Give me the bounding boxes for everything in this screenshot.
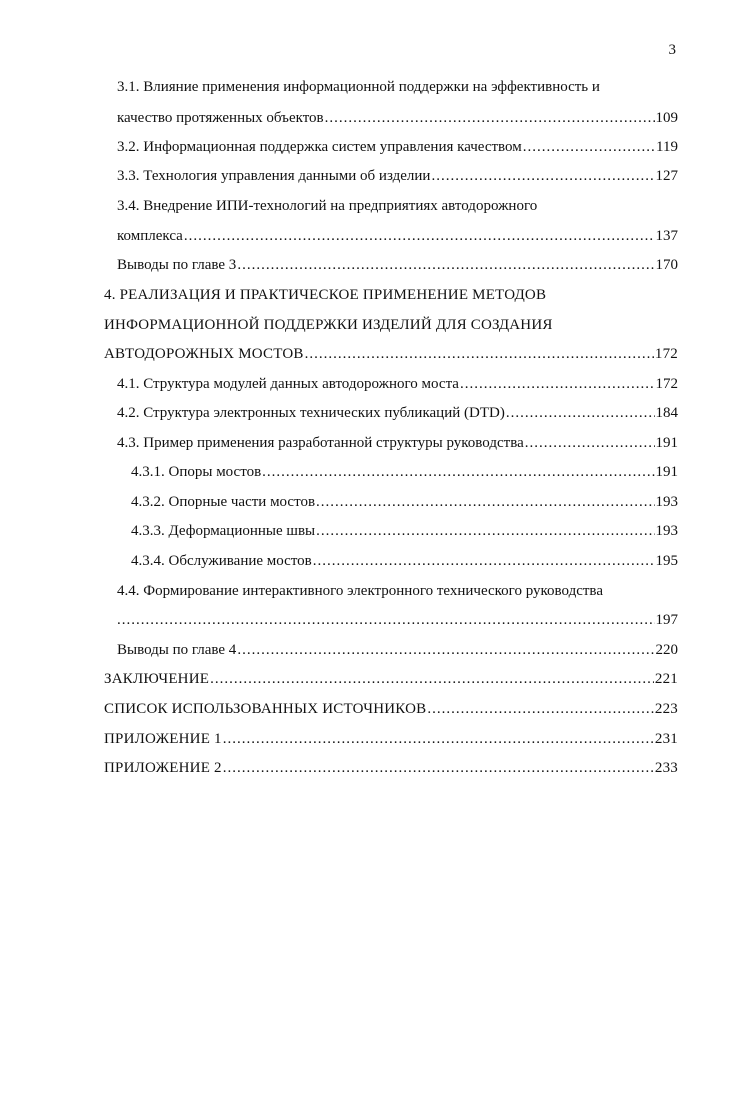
toc-page-number: 197 (655, 612, 678, 628)
toc-entry-chapter3-conclusions (117, 250, 678, 280)
dot-leader (237, 250, 654, 280)
toc-entry-4-3-4 (131, 546, 678, 576)
toc-entry-text: 4.3.4. Обслуживание мостов (131, 553, 312, 569)
toc-page-number: 172 (655, 376, 678, 392)
toc-line (0, 250, 733, 280)
toc-entry-text: 4.3.1. Опоры мостов (131, 464, 262, 480)
toc-page-number: 193 (655, 494, 678, 510)
toc-entry-4-3-3 (131, 516, 678, 546)
toc-entry-4-1 (117, 369, 678, 399)
toc-line (0, 398, 733, 428)
toc-entry-text: ПРИЛОЖЕНИЕ 1 (104, 731, 222, 747)
dot-leader (117, 605, 655, 635)
toc-entry-4-3-1 (131, 457, 678, 487)
toc-entry-text: комплекса (117, 228, 183, 244)
toc-line (0, 161, 733, 191)
toc-entry-3-2 (117, 132, 678, 162)
dot-leader (210, 664, 654, 694)
toc-line (0, 221, 733, 251)
toc-entry-chapter-4 (104, 339, 678, 369)
toc-line (0, 339, 733, 369)
toc-line (0, 576, 733, 606)
toc-line (0, 487, 733, 517)
toc-entry-4-3-2 (131, 487, 678, 517)
toc-page-number: 220 (655, 642, 678, 658)
toc-line (0, 369, 733, 399)
toc-page-number: 172 (654, 346, 678, 362)
dot-leader (237, 635, 654, 665)
dot-leader (223, 753, 654, 783)
toc-entry-text: качество протяженных объектов (117, 110, 324, 126)
toc-page-number: 231 (654, 731, 678, 747)
toc-line (0, 457, 733, 487)
toc-entry-text: 3.3. Технология управления данными об изделии (117, 168, 431, 184)
dot-leader (325, 103, 655, 133)
toc-entry-chapter4-conclusions (117, 635, 678, 665)
dot-leader (223, 724, 654, 754)
toc-line (0, 191, 733, 221)
toc-page-number: 119 (656, 139, 678, 155)
toc-line (0, 310, 733, 340)
toc-entry-text: 3.4. Внедрение ИПИ-технологий на предприятиях автодорожного (117, 198, 538, 214)
toc-page-number: 223 (654, 701, 678, 717)
toc-entry-text: Выводы по главе 3 (117, 257, 237, 273)
toc-page-number: 170 (655, 257, 678, 273)
dot-leader (431, 161, 654, 191)
dot-leader (460, 369, 655, 399)
dot-leader (184, 221, 655, 251)
toc-entry-text: ЗАКЛЮЧЕНИЕ (104, 671, 210, 687)
toc-entry-text: АВТОДОРОЖНЫХ МОСТОВ (104, 346, 304, 362)
toc-entry-references (104, 694, 678, 724)
toc-line (0, 516, 733, 546)
dot-leader (313, 546, 655, 576)
toc-line (0, 72, 733, 102)
toc-page-number: 191 (655, 464, 678, 480)
dot-leader (262, 457, 654, 487)
toc-line (0, 664, 733, 694)
toc-line (0, 103, 733, 133)
toc-line (0, 694, 733, 724)
dot-leader (305, 339, 654, 369)
toc-chapter-title: 4. РЕАЛИЗАЦИЯ И ПРАКТИЧЕСКОЕ ПРИМЕНЕНИЕ МЕТОДОВ (104, 287, 547, 303)
toc-entry-text: Выводы по главе 4 (117, 642, 237, 658)
toc-entry-4-3 (117, 428, 678, 458)
toc-page-number: 195 (655, 553, 678, 569)
toc-page-number: 233 (654, 760, 678, 776)
toc-page-number: 127 (655, 168, 678, 184)
dot-leader (316, 516, 654, 546)
page-number: 3 (668, 42, 676, 58)
toc-entry-4-2 (117, 398, 678, 428)
toc-line (0, 132, 733, 162)
toc-page-number: 193 (655, 523, 678, 539)
toc-line (0, 280, 733, 310)
toc-entry-4-4 (117, 605, 678, 635)
dot-leader (506, 398, 655, 428)
toc-entry-text: 4.3.3. Деформационные швы (131, 523, 316, 539)
toc-entry-3-1 (117, 103, 678, 133)
toc-page-number: 221 (654, 671, 678, 687)
toc-line (0, 546, 733, 576)
dot-leader (316, 487, 654, 517)
toc-line (0, 724, 733, 754)
toc-entry-text: 4.3. Пример применения разработанной структуры руководства (117, 435, 524, 451)
toc-entry-text: 4.3.2. Опорные части мостов (131, 494, 316, 510)
toc-entry-text: 4.4. Формирование интерактивного электронного технического руководства (117, 583, 603, 599)
toc-page-number: 137 (655, 228, 678, 244)
toc-entry-conclusion (104, 664, 678, 694)
toc-line (0, 428, 733, 458)
toc-entry-appendix-2 (104, 753, 678, 783)
toc-entry-text: 3.1. Влияние применения информационной поддержки на эффективность и (117, 79, 600, 95)
toc-entry-text: 4.2. Структура электронных технических публикаций (DTD) (117, 405, 505, 421)
toc-entry-3-3 (117, 161, 678, 191)
toc-page-number: 184 (655, 405, 678, 421)
toc-chapter-title: ИНФОРМАЦИОННОЙ ПОДДЕРЖКИ ИЗДЕЛИЙ ДЛЯ СОЗДАНИЯ (104, 317, 553, 333)
toc-entry-text: 4.1. Структура модулей данных автодорожного моста (117, 376, 459, 392)
toc-line (0, 635, 733, 665)
toc-entry-appendix-1 (104, 724, 678, 754)
dot-leader (523, 132, 655, 162)
dot-leader (427, 694, 654, 724)
toc-page-number: 109 (655, 110, 678, 126)
toc-entry-text: ПРИЛОЖЕНИЕ 2 (104, 760, 222, 776)
toc-entry-3-4 (117, 221, 678, 251)
toc-line (0, 753, 733, 783)
toc-page-number: 191 (655, 435, 678, 451)
toc-entry-text: 3.2. Информационная поддержка систем управления качеством (117, 139, 522, 155)
toc-line (0, 605, 733, 635)
dot-leader (525, 428, 655, 458)
toc-entry-text: СПИСОК ИСПОЛЬЗОВАННЫХ ИСТОЧНИКОВ (104, 701, 427, 717)
